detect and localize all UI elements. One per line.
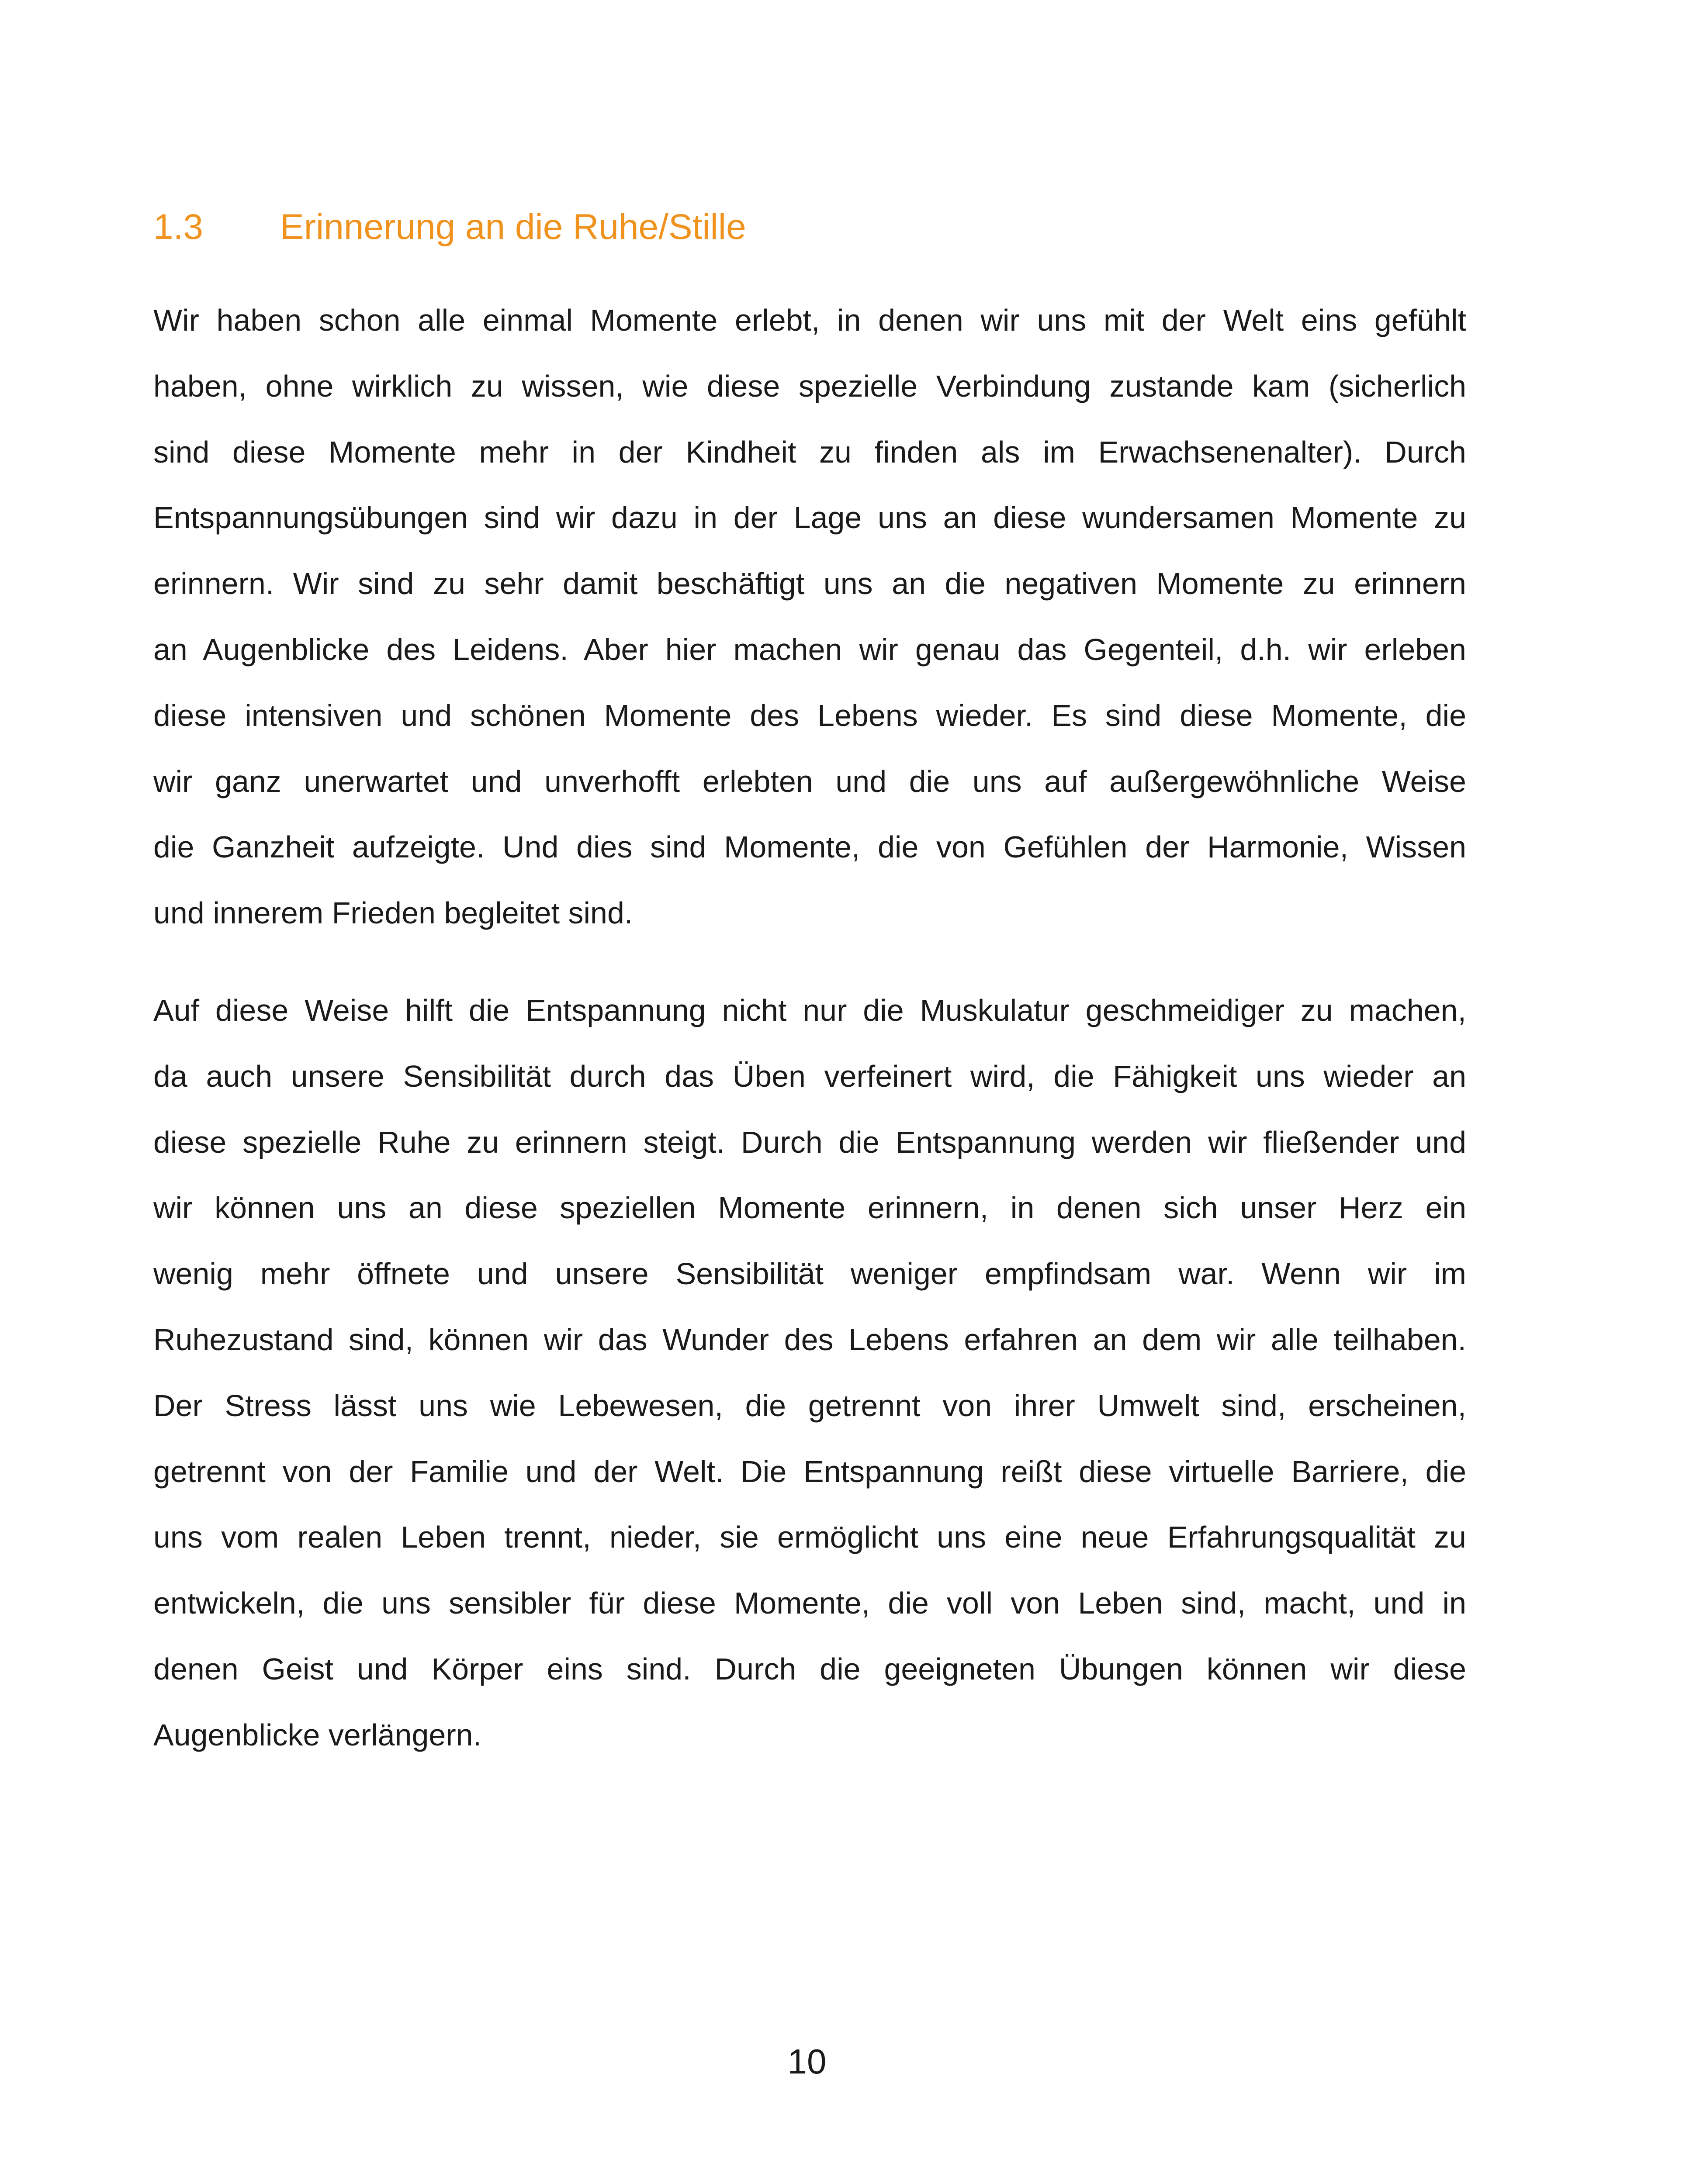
- text-line: diese spezielle Ruhe zu erinnern steigt. Durch die Entspannung werden wir fließender und: [153, 1125, 1466, 1159]
- text-line: diese intensiven und schönen Momente des Lebens wieder. Es sind diese Momente, die: [153, 698, 1466, 733]
- text-line: getrennt von der Familie und der Welt. Die Entspannung reißt diese virtuelle Barriere, die: [153, 1454, 1466, 1489]
- text-line: sind diese Momente mehr in der Kindheit zu finden als im Erwachsenenalter). Durch: [153, 435, 1466, 469]
- text-line: wenig mehr öffnete und unsere Sensibilität weniger empfindsam war. Wenn wir im: [153, 1257, 1466, 1291]
- text-line: wir ganz unerwartet und unverhofft erlebten und die uns auf außergewöhnliche Weise: [153, 764, 1466, 798]
- text-line: Der Stress lässt uns wie Lebewesen, die getrennt von ihrer Umwelt sind, erscheinen,: [153, 1388, 1466, 1423]
- text-line: Entspannungsübungen sind wir dazu in der Lage uns an diese wundersamen Momente zu: [153, 501, 1466, 535]
- text-line: uns vom realen Leben trennt, nieder, sie ermöglicht uns eine neue Erfahrungsqualität zu: [153, 1520, 1466, 1555]
- section-number: 1.3: [153, 207, 203, 247]
- text-line: und innerem Frieden begleitet sind.: [153, 896, 633, 930]
- text-line: Wir haben schon alle einmal Momente erlebt, in denen wir uns mit der Welt eins gefühlt: [153, 303, 1466, 337]
- text-line: entwickeln, die uns sensibler für diese Momente, die voll von Leben sind, macht, und in: [153, 1586, 1466, 1621]
- paragraph-2: [153, 978, 1466, 1768]
- text-line: da auch unsere Sensibilität durch das Üben verfeinert wird, die Fähigkeit uns wieder an: [153, 1059, 1466, 1093]
- page-number: 10: [787, 2042, 827, 2081]
- text-line: Ruhezustand sind, können wir das Wunder des Lebens erfahren an dem wir alle teilhaben.: [153, 1322, 1466, 1357]
- section-heading: [153, 197, 1464, 258]
- text-line: Auf diese Weise hilft die Entspannung nicht nur die Muskulatur geschmeidiger zu machen,: [153, 993, 1466, 1027]
- text-line: Augenblicke verlängern.: [153, 1717, 482, 1752]
- text-line: erinnern. Wir sind zu sehr damit beschäftigt uns an die negativen Momente zu erinnern: [153, 567, 1466, 601]
- section-title: Erinnerung an die Ruhe/Stille: [280, 207, 746, 247]
- text-line: haben, ohne wirklich zu wissen, wie diese spezielle Verbindung zustande kam (sicherlich: [153, 369, 1466, 403]
- text-line: an Augenblicke des Leidens. Aber hier machen wir genau das Gegenteil, d.h. wir erleben: [153, 632, 1466, 667]
- text-line: wir können uns an diese speziellen Momente erinnern, in denen sich unser Herz ein: [153, 1191, 1466, 1225]
- text-line: denen Geist und Körper eins sind. Durch die geeigneten Übungen können wir diese: [153, 1652, 1466, 1686]
- text-line: die Ganzheit aufzeigte. Und dies sind Momente, die von Gefühlen der Harmonie, Wissen: [153, 830, 1466, 864]
- paragraph-1: [153, 287, 1466, 946]
